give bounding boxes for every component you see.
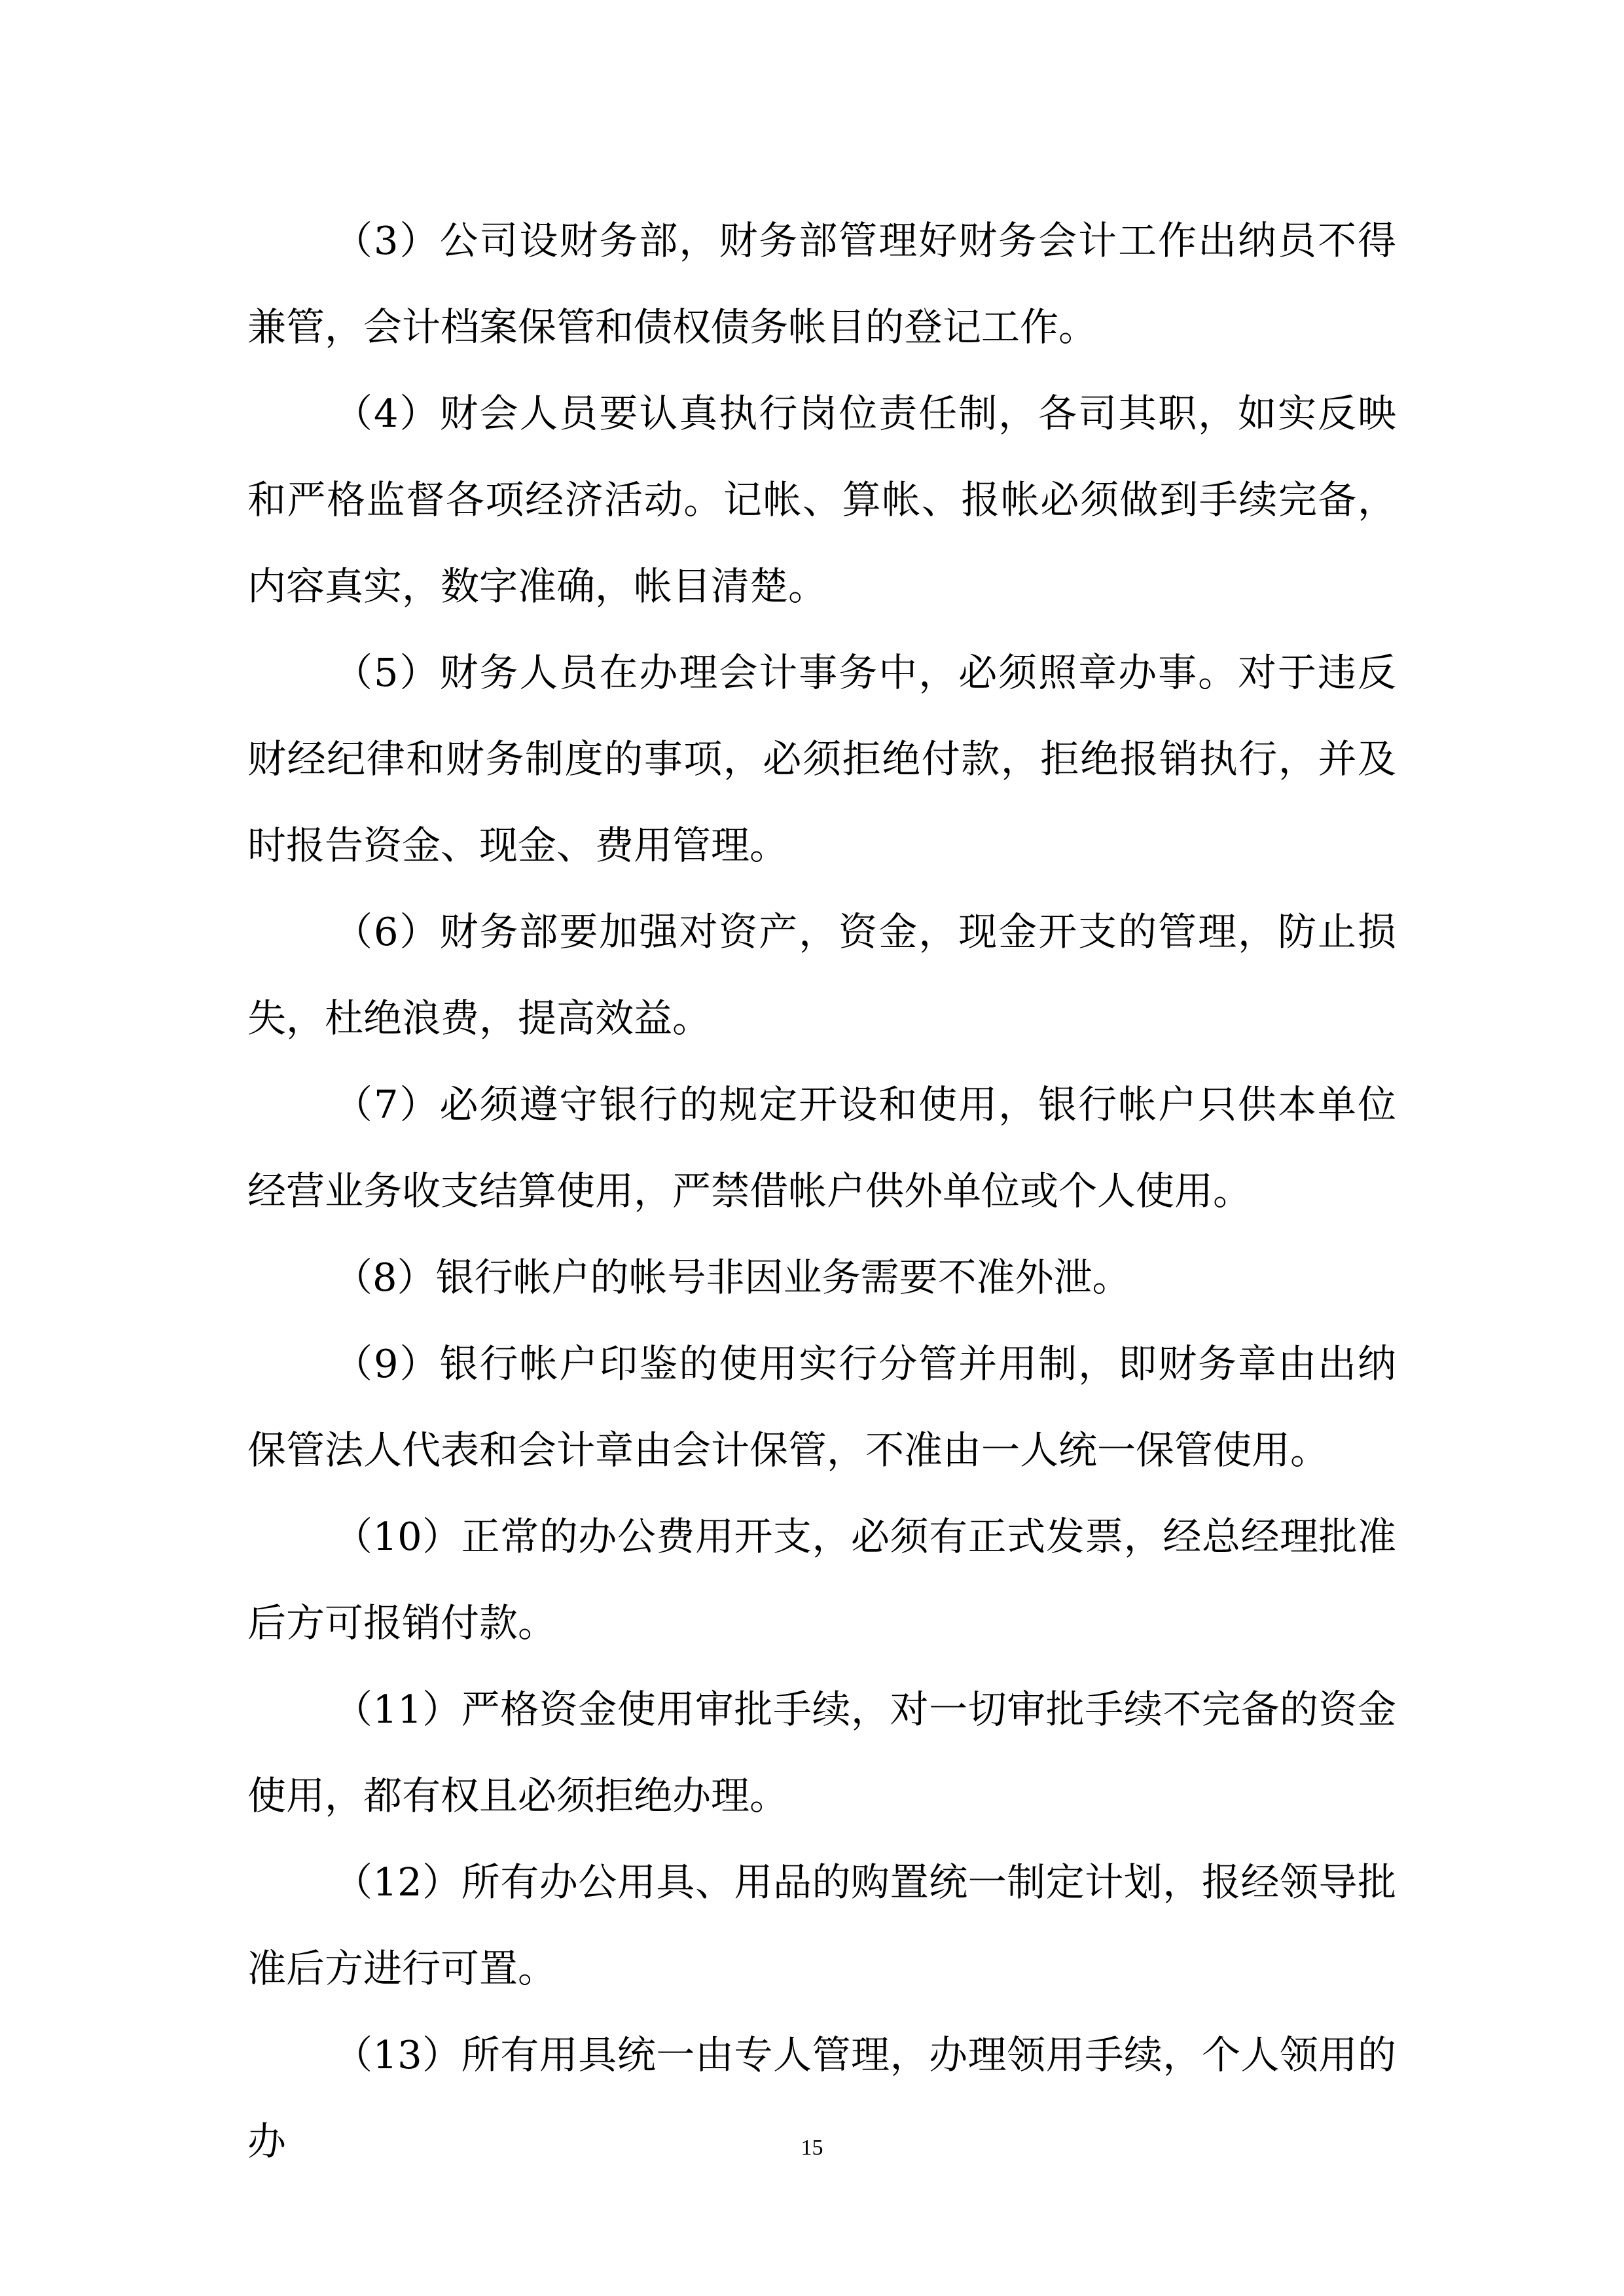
paragraph-item-12: （12）所有办公用具、用品的购置统一制定计划，报经领导批准后方进行可置。	[247, 1859, 1396, 1991]
paragraph-item-4: （4）财会人员要认真执行岗位责任制，各司其职，如实反映和严格监督各项经济活动。记帐、算帐、报帐必须做到手续完备，内容真实，数字准确，帐目清楚。	[247, 391, 1396, 609]
paragraph-item-3: （3）公司设财务部，财务部管理好财务会计工作出纳员不得兼管，会计档案保管和债权债务帐目的登记工作。	[247, 218, 1396, 350]
paragraph-item-6: （6）财务部要加强对资产，资金，现金开支的管理，防止损失，杜绝浪费，提高效益。	[247, 909, 1396, 1041]
page-number: 15	[801, 2136, 823, 2160]
paragraph-item-13: （13）所有用具统一由专人管理，办理领用手续，个人领用的办	[247, 2032, 1396, 2164]
document-body	[247, 198, 1396, 2185]
paragraph-item-11: （11）严格资金使用审批手续，对一切审批手续不完备的资金使用，都有权且必须拒绝办理。	[247, 1687, 1396, 1818]
paragraph-item-7: （7）必须遵守银行的规定开设和使用，银行帐户只供本单位经营业务收支结算使用，严禁借帐户供外单位或个人使用。	[247, 1082, 1396, 1213]
paragraph-item-9: （9）银行帐户印鉴的使用实行分管并用制，即财务章由出纳保管法人代表和会计章由会计保管，不准由一人统一保管使用。	[247, 1341, 1396, 1473]
paragraph-item-5: （5）财务人员在办理会计事务中，必须照章办事。对于违反财经纪律和财务制度的事项，必须拒绝付款，拒绝报销执行，并及时报告资金、现金、费用管理。	[247, 650, 1396, 868]
paragraph-item-8: （8）银行帐户的帐号非因业务需要不准外泄。	[334, 1255, 1131, 1300]
paragraph-item-10: （10）正常的办公费用开支，必须有正式发票，经总经理批准后方可报销付款。	[247, 1514, 1396, 1645]
